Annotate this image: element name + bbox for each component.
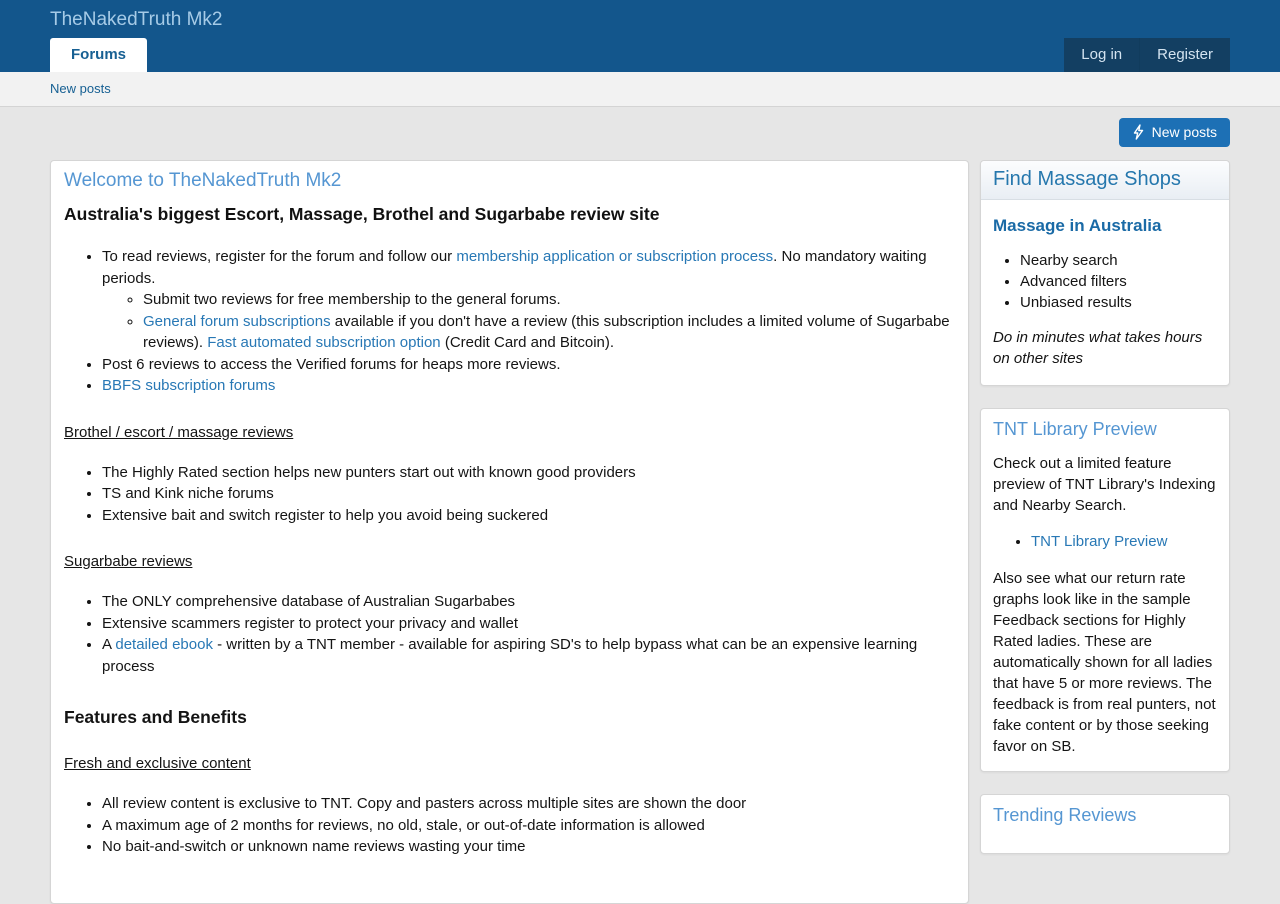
list-item: • Advanced filters (1020, 271, 1217, 292)
find-massage-shops-title: Find Massage Shops (981, 161, 1229, 200)
list-item: • The Highly Rated section helps new punters start out with known good providers (102, 462, 955, 484)
list-item: • Extensive bait and switch register to help you avoid being suckered (102, 505, 955, 527)
list-item: • The ONLY comprehensive database of Australian Sugarbabes (102, 591, 955, 613)
fast-subscription-link[interactable]: Fast automated subscription option (207, 334, 441, 351)
list-item: • Nearby search (1020, 250, 1217, 271)
trending-reviews-title: Trending Reviews (993, 805, 1137, 825)
trending-reviews-widget (980, 794, 1230, 854)
tab-forums[interactable]: Forums (50, 38, 147, 72)
page-title: Welcome to TheNakedTruth Mk2 (64, 170, 342, 191)
intro-item1-pre: To read reviews, register for the forum and follow our (102, 248, 457, 265)
toolbar-row (0, 107, 1280, 160)
detailed-ebook-link[interactable]: detailed ebook (115, 636, 213, 653)
bbfs-forums-link[interactable]: BBFS subscription forums (102, 377, 276, 394)
site-title[interactable]: TheNakedTruth Mk2 (50, 9, 223, 30)
massage-tagline: Do in minutes what takes hours on other sites (993, 329, 1203, 367)
main-content-panel (50, 160, 969, 904)
list-item (1031, 531, 1217, 552)
list-item (102, 634, 955, 677)
list-item: • Extensive scammers register to protect your privacy and wallet (102, 613, 955, 635)
tnt-library-preview-title: TNT Library Preview (993, 419, 1157, 439)
headline: Australia's biggest Escort, Massage, Brothel and Sugarbabe review site (64, 204, 660, 224)
section-heading-brothel: Brothel / escort / massage reviews (64, 423, 294, 441)
massage-in-australia-link[interactable]: Massage in Australia (993, 216, 1162, 235)
list-item: ◦ Submit two reviews for free membership to the general forums. (143, 289, 955, 311)
subnav-new-posts-link[interactable]: New posts (50, 81, 111, 96)
library-paragraph-1: Check out a limited feature preview of TNT Library's Indexing and Nearby Search. (993, 455, 1216, 514)
sugarbabe-item2-post: - written by a TNT member - available for aspiring SD's to help bypass what can be an expensive learning process (102, 636, 918, 675)
new-posts-button-label: New posts (1151, 124, 1217, 140)
list-item: • Unbiased results (1020, 292, 1217, 313)
intro-list (64, 246, 955, 397)
new-posts-button[interactable] (1119, 118, 1230, 147)
content-area (0, 160, 1280, 904)
sidebar (980, 160, 1230, 876)
library-link-list (993, 531, 1217, 552)
intro-sublist (102, 289, 955, 354)
fresh-list (64, 793, 955, 858)
list-item: • Post 6 reviews to access the Verified forums for heaps more reviews. (102, 354, 955, 376)
list-item: • A maximum age of 2 months for reviews, no old, stale, or out-of-date information is allowed (102, 815, 955, 837)
features-heading: Features and Benefits (64, 707, 247, 727)
list-item: • All review content is exclusive to TNT. Copy and pasters across multiple sites are shown the door (102, 793, 955, 815)
intro-item1-post: . No mandatory waiting periods. (102, 248, 927, 287)
find-massage-shops-widget (980, 160, 1230, 386)
list-item (102, 375, 955, 397)
list-item (102, 246, 955, 354)
login-link[interactable]: Log in (1064, 38, 1139, 72)
membership-process-link[interactable]: membership application or subscription process (456, 248, 774, 265)
list-item: • TS and Kink niche forums (102, 483, 955, 505)
list-item: • No bait-and-switch or unknown name reviews wasting your time (102, 836, 955, 858)
intro-sub2-post: (Credit Card and Bitcoin). (440, 334, 615, 351)
tnt-library-preview-widget (980, 408, 1230, 772)
massage-feature-list (993, 250, 1217, 313)
section-heading-fresh: Fresh and exclusive content (64, 755, 251, 772)
intro-sub2-mid: available if you don't have a review (this subscription includes a limited volume of Sugarbabe reviews). (143, 312, 950, 351)
section-heading-sugarbabe: Sugarbabe reviews (64, 553, 193, 570)
subnav (0, 72, 1280, 107)
sugarbabe-list (64, 591, 955, 677)
sugarbabe-item2-pre: A (102, 636, 116, 653)
library-paragraph-2: Also see what our return rate graphs look like in the sample Feedback sections for Highly Rated ladies. These are automatically shown for all ladies that have 5 or more reviews. The feedback is from real punters, not fake content or by those seeking favor on SB. (993, 570, 1216, 755)
general-subscriptions-link[interactable]: General forum subscriptions (143, 312, 331, 330)
tnt-library-preview-link[interactable]: TNT Library Preview (1031, 533, 1168, 550)
brothel-list (64, 462, 955, 527)
register-link[interactable]: Register (1139, 38, 1230, 72)
lightning-icon (1132, 124, 1145, 140)
auth-tabs (1064, 38, 1230, 72)
site-header (0, 0, 1280, 72)
list-item (143, 311, 955, 354)
